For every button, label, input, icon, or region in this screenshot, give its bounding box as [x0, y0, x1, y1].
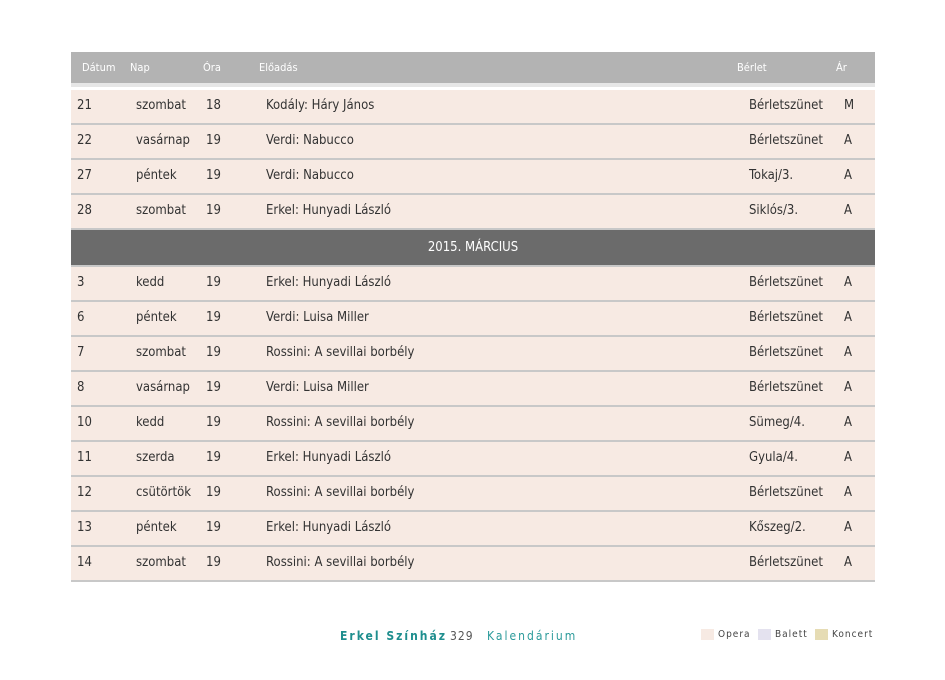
cell-time: 18: [206, 98, 221, 113]
header-date: Dátum: [82, 61, 116, 74]
cell-time: 19: [206, 555, 221, 570]
cell-performance: Rossini: A sevillai borbély: [266, 485, 415, 500]
table-row: [71, 160, 875, 195]
cell-day: szerda: [136, 450, 175, 465]
cell-day: szombat: [136, 555, 186, 570]
cell-day: szombat: [136, 203, 186, 218]
cell-price: A: [844, 555, 852, 570]
cell-time: 19: [206, 345, 221, 360]
cell-performance: Erkel: Hunyadi László: [266, 450, 392, 465]
cell-day: péntek: [136, 168, 177, 183]
legend-label-opera: Opera: [718, 629, 751, 640]
cell-price: A: [844, 310, 852, 325]
table-row: [71, 337, 875, 372]
cell-subscription: Kőszeg/2.: [749, 520, 806, 535]
legend-koncert: [815, 629, 873, 640]
cell-subscription: Tokaj/3.: [749, 168, 794, 183]
cell-date: 21: [77, 98, 92, 113]
legend-swatch-opera: [701, 629, 714, 640]
cell-subscription: Bérletszünet: [749, 380, 823, 395]
cell-subscription: Bérletszünet: [749, 345, 823, 360]
cell-price: A: [844, 520, 852, 535]
cell-time: 19: [206, 203, 221, 218]
table-row: [71, 125, 875, 160]
cell-performance: Erkel: Hunyadi László: [266, 275, 392, 290]
cell-subscription: Bérletszünet: [749, 133, 823, 148]
cell-performance: Erkel: Hunyadi László: [266, 520, 392, 535]
legend-label-balett: Balett: [775, 629, 808, 640]
rows-february: [71, 90, 875, 230]
cell-price: A: [844, 275, 852, 290]
footer-section: Kalendárium: [487, 629, 578, 643]
cell-time: 19: [206, 310, 221, 325]
cell-day: péntek: [136, 520, 177, 535]
cell-time: 19: [206, 415, 221, 430]
cell-date: 27: [77, 168, 92, 183]
cell-subscription: Bérletszünet: [749, 485, 823, 500]
cell-performance: Verdi: Nabucco: [266, 168, 354, 183]
legend-balett: [758, 629, 808, 640]
cell-time: 19: [206, 485, 221, 500]
cell-performance: Verdi: Luisa Miller: [266, 380, 369, 395]
cell-price: A: [844, 345, 852, 360]
month-divider: 2015. MÁRCIUS: [71, 230, 875, 267]
rows-march: [71, 267, 875, 582]
cell-date: 22: [77, 133, 92, 148]
cell-day: szombat: [136, 345, 186, 360]
cell-performance: Rossini: A sevillai borbély: [266, 555, 415, 570]
cell-price: A: [844, 203, 852, 218]
table-row: [71, 195, 875, 230]
cell-performance: Verdi: Nabucco: [266, 133, 354, 148]
cell-date: 10: [77, 415, 92, 430]
cell-date: 6: [77, 310, 85, 325]
cell-performance: Rossini: A sevillai borbély: [266, 345, 415, 360]
cell-day: péntek: [136, 310, 177, 325]
cell-day: szombat: [136, 98, 186, 113]
table-row: [71, 302, 875, 337]
cell-subscription: Bérletszünet: [749, 275, 823, 290]
cell-price: A: [844, 380, 852, 395]
cell-subscription: Bérletszünet: [749, 98, 823, 113]
legend-swatch-balett: [758, 629, 771, 640]
header-price: Ár: [836, 61, 847, 74]
footer-brand: Erkel Színház: [340, 629, 448, 643]
cell-time: 19: [206, 380, 221, 395]
cell-day: csütörtök: [136, 485, 191, 500]
table-row: [71, 512, 875, 547]
cell-price: A: [844, 485, 852, 500]
cell-time: 19: [206, 275, 221, 290]
cell-day: kedd: [136, 415, 165, 430]
legend-label-koncert: Koncert: [832, 629, 874, 640]
legend-opera: [701, 629, 751, 640]
cell-price: A: [844, 133, 852, 148]
cell-performance: Erkel: Hunyadi László: [266, 203, 392, 218]
cell-day: vasárnap: [136, 133, 190, 148]
table-row: [71, 407, 875, 442]
cell-price: M: [844, 98, 855, 113]
table-header: [71, 52, 875, 87]
cell-subscription: Gyula/4.: [749, 450, 798, 465]
cell-date: 8: [77, 380, 85, 395]
table-row: [71, 442, 875, 477]
page-footer: [0, 629, 945, 649]
cell-time: 19: [206, 520, 221, 535]
cell-price: A: [844, 450, 852, 465]
cell-performance: Rossini: A sevillai borbély: [266, 415, 415, 430]
cell-performance: Kodály: Háry János: [266, 98, 375, 113]
table-row: [71, 547, 875, 582]
cell-date: 7: [77, 345, 85, 360]
cell-performance: Verdi: Luisa Miller: [266, 310, 369, 325]
cell-price: A: [844, 168, 852, 183]
cell-time: 19: [206, 450, 221, 465]
cell-day: kedd: [136, 275, 165, 290]
cell-subscription: Bérletszünet: [749, 310, 823, 325]
schedule-table: [71, 52, 875, 582]
cell-date: 12: [77, 485, 92, 500]
cell-day: vasárnap: [136, 380, 190, 395]
cell-time: 19: [206, 168, 221, 183]
page-number: 329: [450, 629, 474, 643]
header-day: Nap: [130, 61, 150, 74]
cell-time: 19: [206, 133, 221, 148]
table-row: [71, 90, 875, 125]
cell-date: 11: [77, 450, 92, 465]
header-performance: Előadás: [259, 61, 298, 74]
header-time: Óra: [203, 61, 221, 74]
legend-swatch-koncert: [815, 629, 828, 640]
table-row: [71, 267, 875, 302]
table-row: [71, 372, 875, 407]
cell-date: 3: [77, 275, 85, 290]
cell-price: A: [844, 415, 852, 430]
cell-date: 13: [77, 520, 92, 535]
table-row: [71, 477, 875, 512]
header-subscription: Bérlet: [737, 61, 767, 74]
cell-subscription: Sümeg/4.: [749, 415, 805, 430]
cell-subscription: Bérletszünet: [749, 555, 823, 570]
cell-subscription: Siklós/3.: [749, 203, 799, 218]
cell-date: 28: [77, 203, 92, 218]
cell-date: 14: [77, 555, 92, 570]
